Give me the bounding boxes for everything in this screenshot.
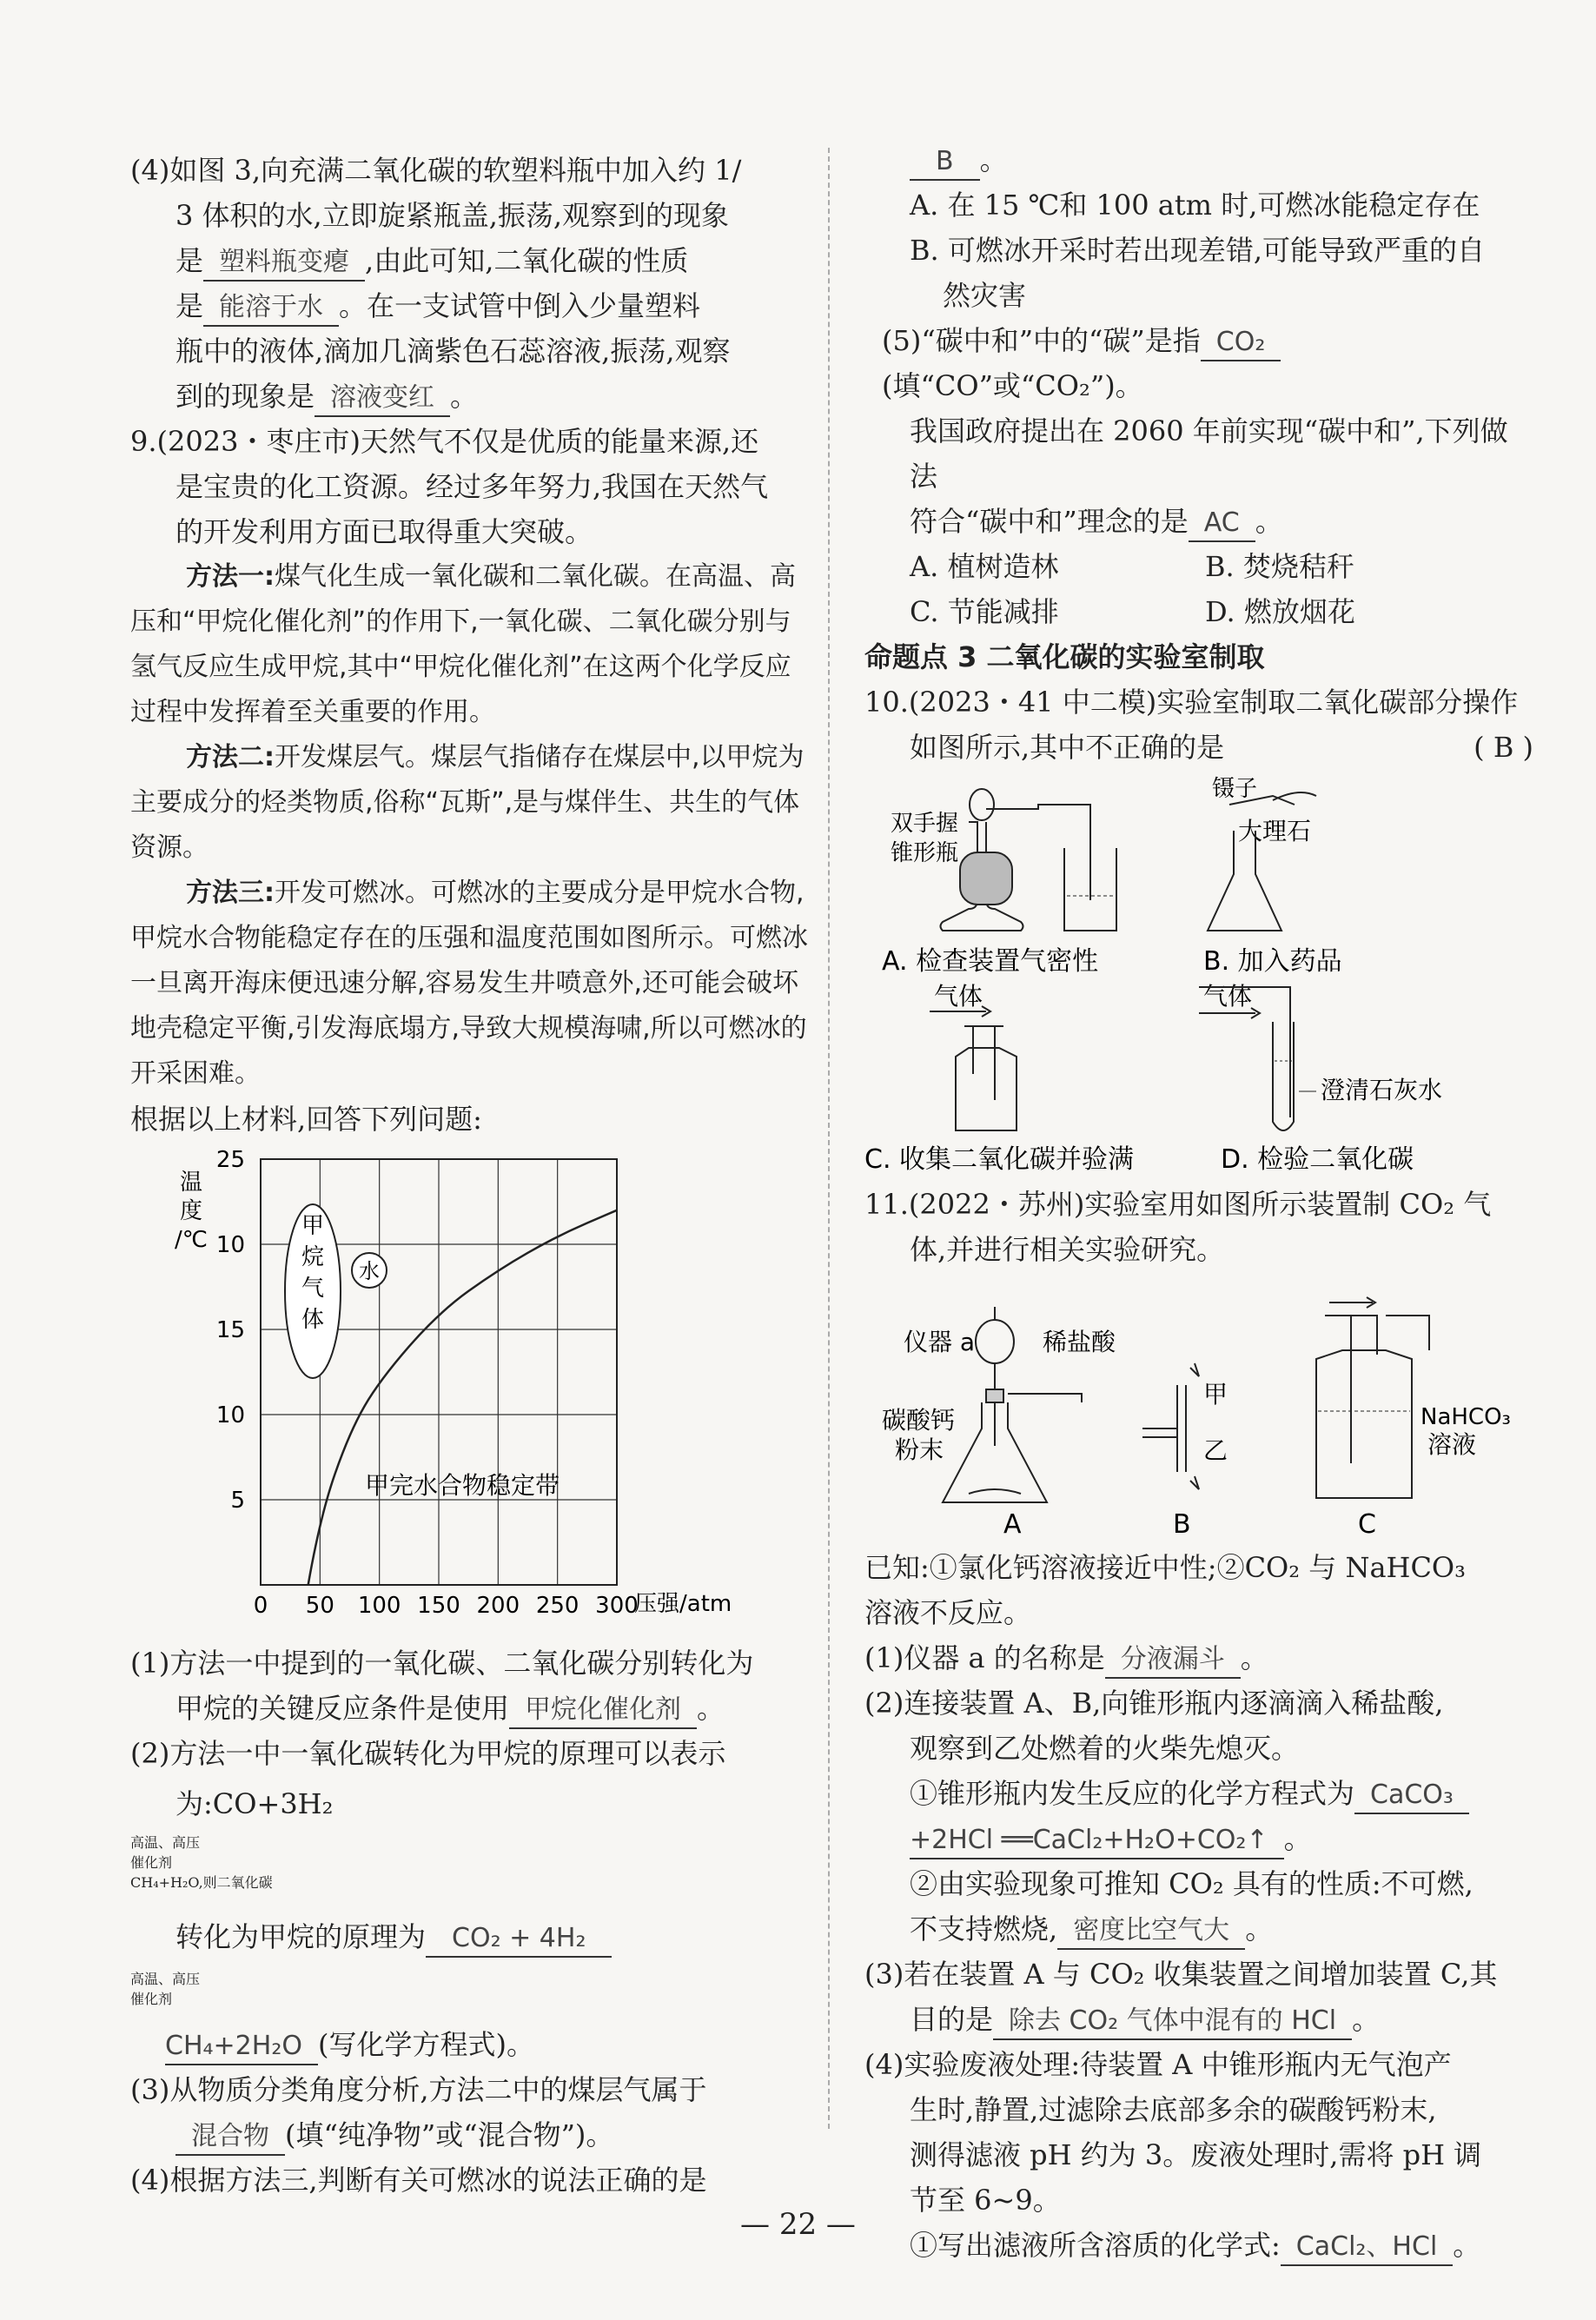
svg-text:C: C <box>1358 1509 1376 1540</box>
question-9: 9.(2023・枣庄市)天然气不仅是优质的能量来源,还 是宝贵的化工资源。经过多年努力,我国在天然气 的开发利用方面已取得重大突破。 方法一:煤气化生成一氧化碳和二氧化碳。在高温、高压和“甲烷化催化剂”的作用下,一氧化碳、二氧化碳分别与氢气反应生成甲烷,其中“甲烷化催化剂”在这两个化学反应过程中发挥着至关重要的作用。 方法二:开发煤层气。煤层气指储存在煤层中,以甲烷为主要成分的烃类物质,俗称“瓦斯”,是与煤伴生、共生的气体资源。 方法三:开发可燃冰。可燃冰的主要成分是甲烷水合物,甲烷水合物能稳定存在的压强和温度范围如图所示。可燃冰一旦离开海床便迅速分解,容易发生井喷意外,还可能会破坏地壳稳定平衡,引发海底塌方,导致大规模海啸,所以可燃冰的开采困难。 根据以上材料,回答下列问题: 0 50 100 150 200 250 300 5 10 15 10 25 甲烷气体 水 甲完水合物稳定带 温 度 /℃ 压强/atm (1)方法一中提到的一氧化碳、二氧化碳分别转化为 甲烷的关键反应条件是使用 甲烷化催化剂 。 (2)方法一中一氧化碳转化为甲烷的原理可以表示 为:CO+3H₂ 高温、高压 催化剂 CH₄+H₂O,则二氧化碳 转化为甲烷的原理为 CO₂ + 4H₂ 高温、高压 催化剂 CH₄+2H₂O (写化学方程式)。 (3)从物质分类角度分析,方法二中的煤层气属于 混合物 (填“纯净物”或“混合物”)。 (4)根据方法三,判断有关可燃冰的说法正确的是 <box>130 419 808 2203</box>
svg-text:镊子: 镊子 <box>1212 776 1258 802</box>
text-line: 是 能溶于水 。在一支试管中倒入少量塑料 <box>130 283 808 328</box>
svg-text:大理石: 大理石 <box>1238 817 1312 845</box>
options-row: A. 植树造林 B. 焚烧秸秆 <box>910 550 1354 583</box>
answer-blank: 分液漏斗 <box>1105 1642 1241 1679</box>
y-axis-label: 度 <box>179 1198 203 1224</box>
y-tick-label: 10 <box>215 1232 245 1258</box>
answer-blank: 密度比空气大 <box>1057 1913 1245 1950</box>
left-column <box>130 148 808 2203</box>
y-tick-label: 15 <box>215 1317 245 1343</box>
equation-line: 为:CO+3H₂ <box>175 1787 334 1820</box>
text-line: 的开发利用方面已取得重大突破。 <box>175 515 593 548</box>
text-line: 如图所示,其中不正确的是 ( B ) <box>864 725 1533 770</box>
text-line: (1)仪器 a 的名称是 分液漏斗 。 <box>864 1635 1533 1680</box>
equation-line: 转化为甲烷的原理为 CO₂ + 4H₂ <box>130 1906 808 1968</box>
svg-text:澄清石灰水: 澄清石灰水 <box>1321 1076 1443 1104</box>
svg-text:B. 加入药品: B. 加入药品 <box>1203 946 1342 977</box>
annotation-water: 水 <box>359 1259 380 1283</box>
text-line: 节至 6~9。 <box>910 2184 1061 2217</box>
answer-blank: CaCl₂、HCl <box>1281 2230 1453 2266</box>
text-line: 到的现象是 溶液变红 。 <box>130 374 808 419</box>
svg-text:A. 检查装置气密性: A. 检查装置气密性 <box>882 946 1099 977</box>
svg-text:碳酸钙: 碳酸钙 <box>882 1406 956 1435</box>
text-line: 10.(2023・41 中二模)实验室制取二氧化碳部分操作 <box>864 686 1519 719</box>
text-line: ①锥形瓶内发生反应的化学方程式为 CaCO₃ <box>864 1771 1533 1816</box>
figure-c-collect <box>864 982 1134 1175</box>
equation-line: CH₄+2H₂O (写化学方程式)。 <box>130 2022 808 2067</box>
y-axis-label: /℃ <box>175 1227 208 1253</box>
text-line: (3)从物质分类角度分析,方法二中的煤层气属于 <box>130 2073 707 2106</box>
text-line: (4)根据方法三,判断有关可燃冰的说法正确的是 <box>130 2164 707 2197</box>
svg-text:D. 检验二氧化碳: D. 检验二氧化碳 <box>1221 1144 1414 1175</box>
option-b: B. 可燃冰开采时若出现差错,可能导致严重的自 <box>910 234 1486 267</box>
text-line: 然灾害 <box>943 279 1027 312</box>
text-line: 根据以上材料,回答下列问题: <box>130 1103 482 1136</box>
answer-blank: B <box>910 144 980 181</box>
answer-blank: 能溶于水 <box>203 290 339 327</box>
apparatus-b <box>1142 1363 1228 1540</box>
y-axis-label: 温 <box>179 1170 203 1196</box>
hydrate-stability-chart <box>130 1142 808 1637</box>
method-2-paragraph: 方法二:开发煤层气。煤层气指储存在煤层中,以甲烷为主要成分的烃类物质,俗称“瓦斯”,是与煤伴生、共生的气体资源。 <box>130 742 805 863</box>
text-line: 9.(2023・枣庄市)天然气不仅是优质的能量来源,还 <box>130 425 759 458</box>
x-tick-label: 250 <box>535 1593 579 1619</box>
chart-ticks <box>216 1147 639 1619</box>
text-line: B 。 <box>864 137 1533 182</box>
x-tick-label: 50 <box>305 1593 334 1619</box>
y-tick-label: 5 <box>230 1488 245 1514</box>
text-line: (3)若在装置 A 与 CO₂ 收集装置之间增加装置 C,其 <box>864 1958 1498 1991</box>
x-tick-label: 100 <box>357 1593 401 1619</box>
text-line: 3 体积的水,立即旋紧瓶盖,振荡,观察到的现象 <box>175 199 730 232</box>
svg-text:甲: 甲 <box>1203 1380 1228 1409</box>
annotation-methane-gas: 甲烷气体 <box>301 1213 325 1333</box>
text-line: 已知:①氯化钙溶液接近中性;②CO₂ 与 NaHCO₃ <box>864 1551 1466 1584</box>
answer-blank: 甲烷化催化剂 <box>509 1693 697 1729</box>
answer-blank: CO₂ + 4H₂ <box>426 1921 612 1958</box>
svg-text:粉末: 粉末 <box>895 1435 944 1464</box>
page-number: — 22 — <box>740 2207 856 2242</box>
text-line: 测得滤液 pH 约为 3。废液处理时,需将 pH 调 <box>910 2138 1482 2171</box>
text-line: 不支持燃烧, 密度比空气大 。 <box>864 1906 1533 1952</box>
svg-text:气体: 气体 <box>1203 982 1253 1011</box>
annotation-stability-band: 甲完水合物稳定带 <box>365 1471 560 1500</box>
text-line: (4)实验废液处理:待装置 A 中锥形瓶内无气泡产 <box>864 2048 1452 2081</box>
text-line: ②由实验现象可推知 CO₂ 具有的性质:不可燃, <box>910 1867 1473 1900</box>
answer-blank: 溶液变红 <box>315 381 450 417</box>
text-line: +2HCl ══CaCl₂+H₂O+CO₂↑ 。 <box>864 1816 1533 1861</box>
apparatus-a <box>882 1307 1116 1540</box>
svg-text:A: A <box>1003 1509 1022 1540</box>
text-line: 混合物 (填“纯净物”或“混合物”)。 <box>130 2112 808 2158</box>
y-tick-label: 10 <box>215 1402 245 1428</box>
y-tick-label: 25 <box>215 1147 245 1173</box>
x-axis-label: 压强/atm <box>634 1591 732 1617</box>
answer-blank: 除去 CO₂ 气体中混有的 HCl <box>993 2004 1352 2040</box>
text-line: (5)“碳中和”中的“碳”是指 CO₂(填“CO”或“CO₂”)。 <box>864 318 1533 408</box>
text-line: (2)连接装置 A、B,向锥形瓶内逐滴滴入稀盐酸, <box>864 1687 1444 1720</box>
svg-text:稀盐酸: 稀盐酸 <box>1043 1328 1116 1356</box>
text-line: 生时,静置,过滤除去底部多余的碳酸钙粉末, <box>910 2093 1437 2126</box>
text-line: 11.(2022・苏州)实验室用如图所示装置制 CO₂ 气 <box>864 1188 1492 1221</box>
text-line: 是宝贵的化工资源。经过多年努力,我国在天然气 <box>175 470 769 503</box>
text-line: 观察到乙处燃着的火柴先熄灭。 <box>910 1732 1300 1765</box>
text-line: (1)方法一中提到的一氧化碳、二氧化碳分别转化为 <box>130 1647 754 1680</box>
text-line: 体,并进行相关实验研究。 <box>910 1233 1225 1266</box>
method-3-paragraph: 方法三:开发可燃冰。可燃冰的主要成分是甲烷水合物,甲烷水合物能稳定存在的压强和温度范围如图所示。可燃冰一旦离开海床便迅速分解,容易发生井喷意外,还可能会破坏地壳稳定平衡,引发海底塌方,导致大规模海啸,所以可燃冰的开采困难。 <box>130 878 808 1089</box>
svg-text:乙: 乙 <box>1203 1436 1228 1465</box>
svg-text:B: B <box>1173 1509 1191 1540</box>
text-line: 我国政府提出在 2060 年前实现“碳中和”,下列做法 <box>910 414 1508 493</box>
answer-blank: 塑料瓶变瘪 <box>203 245 365 282</box>
text-line: ①写出滤液所含溶质的化学式: CaCl₂、HCl 。 <box>864 2223 1533 2268</box>
method-1-paragraph: 方法一:煤气化生成一氧化碳和二氧化碳。在高温、高压和“甲烷化催化剂”的作用下,一氧化碳、二氧化碳分别与氢气反应生成甲烷,其中“甲烷化催化剂”在这两个化学反应过程中发挥着至关重要的作用。 <box>130 561 796 727</box>
answer-blank: CH₄+2H₂O <box>165 2029 318 2065</box>
text-line: (2)方法一中一氧化碳转化为甲烷的原理可以表示 <box>130 1737 726 1770</box>
section-title: 命题点 3 二氧化碳的实验室制取 <box>864 640 1265 673</box>
answer-blank: 混合物 <box>175 2119 285 2156</box>
answer-blank: AC <box>1189 506 1255 542</box>
column-divider <box>828 148 830 2129</box>
options-row: C. 节能减排 D. 燃放烟花 <box>910 595 1355 628</box>
answer-blank: CO₂ <box>1201 325 1281 361</box>
question-8-4 <box>130 148 808 419</box>
answer-blank: +2HCl ══CaCl₂+H₂O+CO₂↑ <box>910 1823 1284 1859</box>
svg-text:仪器 a: 仪器 a <box>904 1328 976 1356</box>
text-line: 目的是 除去 CO₂ 气体中混有的 HCl 。 <box>864 1997 1533 2042</box>
text-line: 符合“碳中和”理念的是 AC 。 <box>864 499 1533 544</box>
svg-text:C. 收集二氧化碳并验满: C. 收集二氧化碳并验满 <box>864 1144 1135 1175</box>
text-line: 瓶中的液体,滴加几滴紫色石蕊溶液,振荡,观察 <box>175 335 731 368</box>
figure-d-test <box>1199 982 1442 1175</box>
text-line: 甲烷的关键反应条件是使用 甲烷化催化剂 。 <box>130 1686 808 1731</box>
svg-text:双手握: 双手握 <box>891 811 959 837</box>
svg-text:锥形瓶: 锥形瓶 <box>891 840 959 866</box>
q11-apparatus <box>864 1272 1533 1541</box>
answer-paren: ( B ) <box>1473 731 1533 764</box>
figure-b-add-reagent <box>1203 776 1342 977</box>
svg-text:气体: 气体 <box>934 982 983 1011</box>
figure-a-airtight-check <box>882 789 1116 977</box>
q10-figures <box>864 770 1533 1178</box>
text-line: 溶液不反应。 <box>864 1596 1032 1629</box>
x-tick-label: 200 <box>476 1593 520 1619</box>
apparatus-c <box>1316 1297 1511 1540</box>
answer-blank: CaCO₃ <box>1354 1778 1469 1814</box>
x-tick-label: 150 <box>417 1593 460 1619</box>
svg-text:溶液: 溶液 <box>1427 1430 1477 1459</box>
option-a: A. 在 15 ℃和 100 atm 时,可燃冰能稳定存在 <box>910 189 1480 222</box>
x-tick-label: 300 <box>595 1593 639 1619</box>
svg-text:NaHCO₃: NaHCO₃ <box>1421 1404 1511 1430</box>
right-column <box>864 143 1533 2268</box>
text-line: 是 塑料瓶变瘪 ,由此可知,二氧化碳的性质 <box>130 238 808 283</box>
x-tick-label: 0 <box>253 1593 268 1619</box>
text-line: (4)如图 3,向充满二氧化碳的软塑料瓶中加入约 1/ <box>130 154 742 187</box>
